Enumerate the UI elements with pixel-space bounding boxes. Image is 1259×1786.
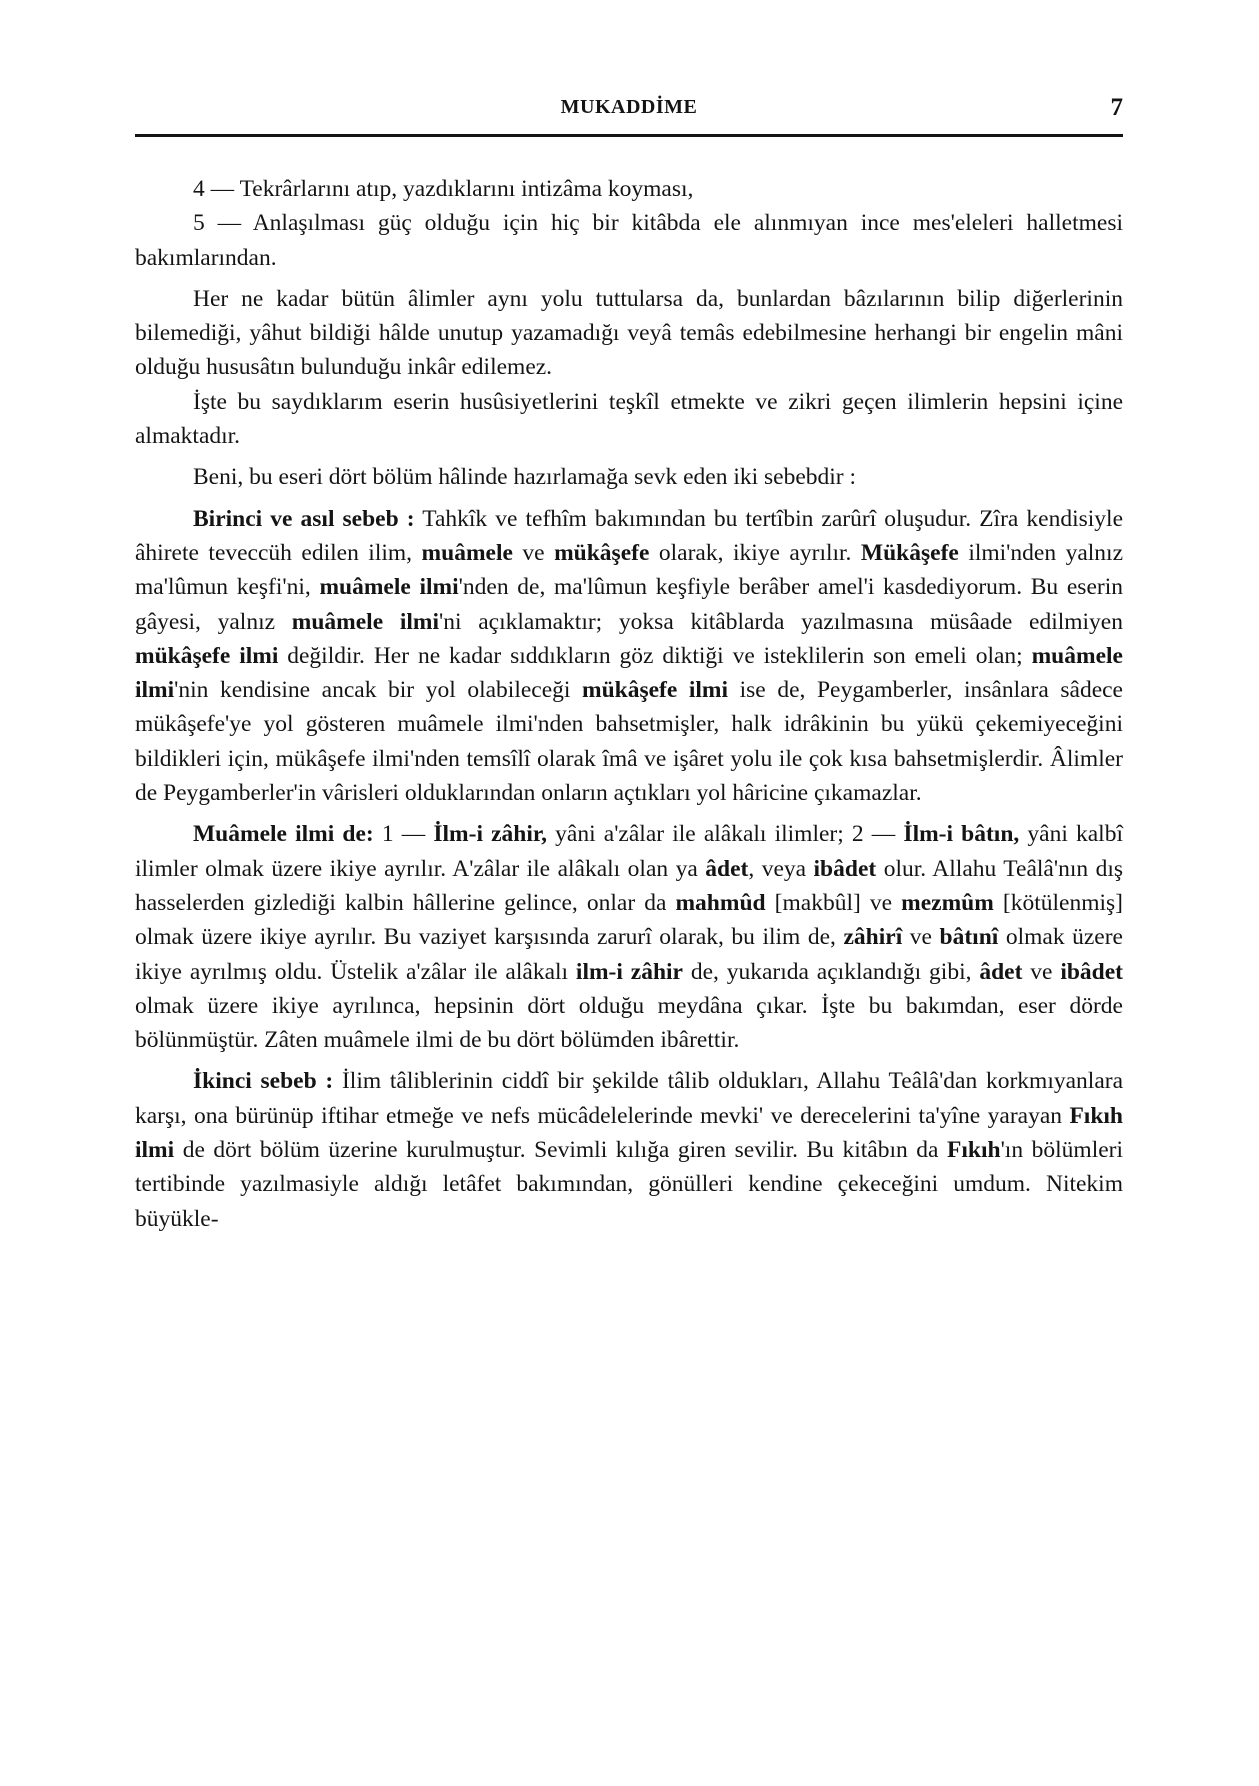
bold-term: muâmele [421,539,513,566]
text-run: İlim tâliblerinin ciddî bir şekilde tâlib oldukları, Allahu Teâlâ'dan korkmıyanlara karşı, ona bürünüp iftihar etmeğe ve nefs mücâdelelerinde mevki' ve derecelerini ta'yîne yarayan [135,1068,1124,1129]
text-run: İşte bu saydıklarım eserin husûsiyetlerini teşkîl etmekte ve zikri geçen ilimlerin hepsini içine almaktadır. [135,388,1123,450]
bold-term: âdet [979,958,1023,985]
bold-term: mahmûd [675,889,766,916]
bold-term: İlm-i zâhir, [433,821,548,848]
text-run: Her ne kadar bütün âlimler aynı yolu tuttularsa da, bunlardan bâzılarının bilip diğerlerinin bilemediği, yâhut bildiği hâlde unutup yazamadığı veyâ temâs edebilmesine herhangi bir engelin mâni olduğu hususâtın bulunduğu inkâr edilemez. [135,285,1123,381]
page-number: 7 [1110,94,1123,121]
text-run: değildir. Her ne kadar sıddıkların göz diktiği ve isteklilerin son emeli olan; [278,642,1032,669]
paragraph-item-5 [135,206,1123,275]
paragraph-muamele-ilmi [135,817,1123,1057]
text-run: 'ni açıklamaktır; yoksa kitâblarda yazılmasına müsâade edilmiyen [439,608,1123,635]
text-run: [kötülenmiş] olmak üzere ikiye ayrılır. Bu vaziyet karşısında zarurî olarak, bu ilim de, [135,889,1123,951]
text-run: Tahkîk ve tefhîm bakımından bu tertîbin zarûrî oluşudur. Zîra kendisiyle âhirete teveccüh edilen ilim, [135,505,1124,566]
bold-term: mezmûm [901,889,994,916]
text-run: ve [902,924,940,951]
paragraph-summary [135,385,1123,454]
bold-term: Birinci ve asıl sebeb : [193,505,415,532]
bold-term: İlm-i bâtın, [903,821,1020,848]
text-run: olarak, ikiye ayrılır. [649,539,861,566]
text-run: 5 — Anlaşılması güç olduğu için hiç bir kitâbda ele alınmıyan ince mes'eleleri halletmesi bakımlarından. [135,210,1123,271]
page-header [135,96,1123,136]
bold-term: mükâşefe ilmi [135,642,279,669]
text-run: ise de, Peygamberler, insânlara sâdece mükâşefe'ye yol gösteren muâmele ilmi'nden bahsetmişler, halk idrâkinin bu yükü çekemiyeceğini bildikleri için, mükâşefe ilmi'nden temsîlî olarak îmâ ve işâret yolu ile çok kısa bahsetmişlerdir. Âlimler de Peygamberler'in vârisleri olduklarından onların açtıkları yol hâricine çıkamazlar. [135,677,1123,807]
text-run: , veya [748,855,814,882]
bold-term: muâmele ilmi [291,608,440,635]
text-run: yâni a'zâlar ile alâkalı ilimler; 2 — [547,821,904,848]
paragraph-first-reason [135,502,1123,811]
text-run: ve [512,539,555,566]
text-run: [makbûl] ve [765,889,902,916]
text-run: 'ın bölümleri tertibinde yazılmasiyle aldığı letâfet bakımından, gönülleri kendine çekeceğini umdum. Nitekim büyükle- [135,1137,1124,1232]
text-run: olmak üzere ikiye ayrılınca, hepsinin dört olduğu meydâna çıkar. İşte bu bakımdan, eser dörde bölünmüştür. Zâten muâmele ilmi de bu dört bölümden ibârettir. [135,992,1123,1054]
bold-term: muâmele ilmi [319,574,459,601]
text-run: de, yukarıda açıklandığı gibi, [682,958,980,985]
bold-term: ilm-i zâhir [575,958,683,985]
bold-term: Fıkıh ilmi [135,1102,1123,1164]
bold-term: Fıkıh [947,1137,1001,1164]
bold-term: bâtınî [939,924,999,951]
running-head: MUKADDİME [560,96,698,118]
bold-term: Mükâşefe [860,539,959,566]
text-run: 'nin kendisine ancak bir yol olabileceği [174,677,582,704]
text-run: Beni, bu eseri dört bölüm hâlinde hazırlamağa sevk eden iki sebebdir : [193,464,857,491]
text-run: 'nden de, ma'lûmun keşfiyle berâber amel'i kasdediyorum. Bu eserin gâyesi, yalnız [135,574,1123,635]
bold-term: mükâşefe ilmi [582,677,729,704]
paragraph-scholars [135,282,1123,385]
text-run: ilmi'nden yalnız ma'lûmun keşfi'ni, [135,539,1124,601]
text-run: ve [1022,958,1061,985]
text-run: olmak üzere ikiye ayrılmış oldu. Üstelik a'zâlar ile alâkalı [135,924,1123,985]
bold-term: âdet [705,855,749,882]
paragraph-two-reasons [135,460,1123,494]
bold-term: ibâdet [813,855,877,882]
bold-term: Muâmele ilmi de: [193,821,374,848]
bold-term: İkinci sebeb : [193,1068,334,1095]
bold-term: ibâdet [1060,958,1123,985]
body-text [135,172,1123,1236]
bold-term: mükâşefe [554,539,650,566]
paragraph-item-4 [135,172,1123,206]
text-run: yâni kalbî ilimler olmak üzere ikiye ayrılır. A'zâlar ile alâkalı olan ya [135,821,1123,882]
header-rule [135,134,1123,137]
text-run: 1 — [373,821,434,848]
text-run: 4 — Tekrârlarını atıp, yazdıklarını intizâma koyması, [193,176,694,202]
bold-term: zâhirî [843,924,903,951]
bold-term: muâmele ilmi [135,642,1123,704]
text-run: de dört bölüm üzerine kurulmuştur. Sevimli kılığa giren sevilir. Bu kitâbın da [174,1137,948,1164]
text-run: olur. Allahu Teâlâ'nın dış hasselerden gizlediği kalbin hâllerine gelince, onlar da [135,855,1123,916]
paragraph-second-reason [135,1064,1123,1235]
